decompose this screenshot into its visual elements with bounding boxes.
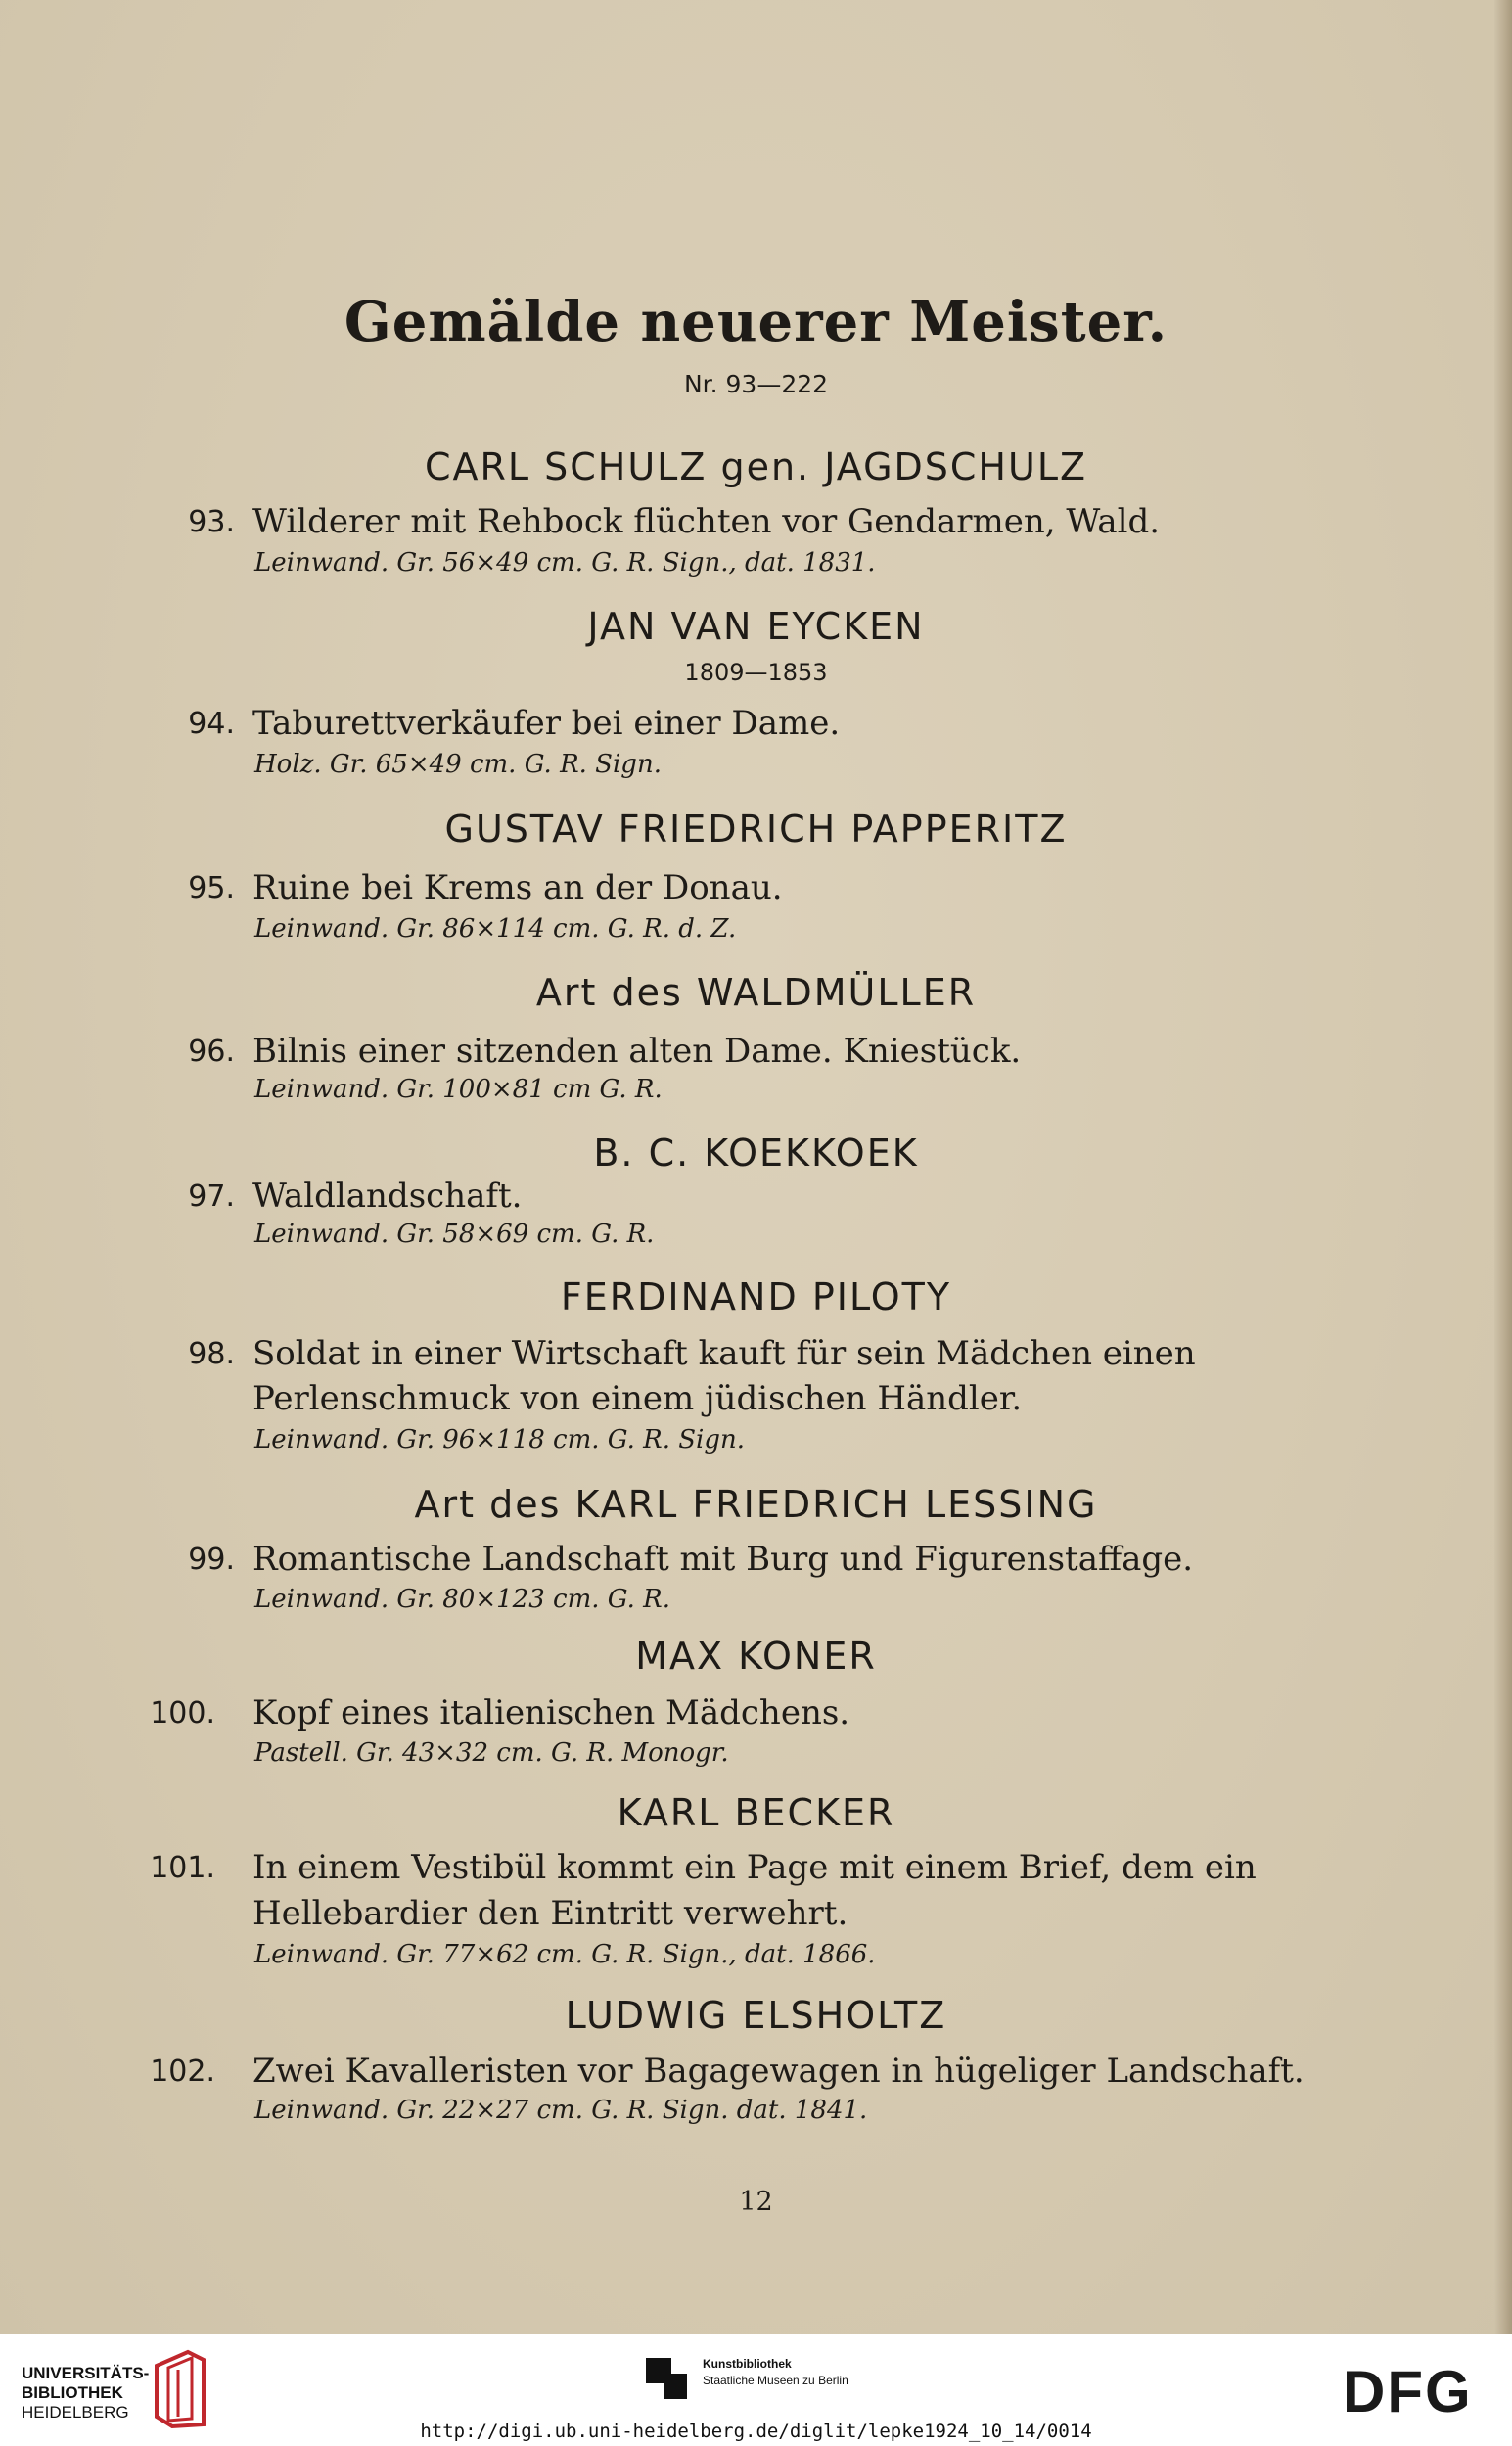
lot-number: 98. <box>188 1337 235 1371</box>
lot-number: 101. <box>150 1851 215 1885</box>
artist-heading: JAN VAN EYCKEN <box>587 605 925 648</box>
footer-bar <box>0 2334 1512 2446</box>
lot-number: 100. <box>150 1696 215 1731</box>
lot-title: Romantische Landschaft mit Burg und Figurenstaffage. <box>252 1540 1194 1579</box>
lot-number: 94. <box>188 707 235 741</box>
number-range: Nr. 93—222 <box>683 370 829 398</box>
dfg-logo: DFG <box>1343 2359 1473 2424</box>
lot-title: Taburettverkäufer bei einer Dame. <box>252 704 841 743</box>
lot-details: Leinwand. Gr. 56×49 cm. G. R. Sign., dat. 1831. <box>254 548 876 577</box>
lot-title: Ruine bei Krems an der Donau. <box>252 868 783 907</box>
lot-number: 95. <box>188 871 235 905</box>
lot-title-line: Soldat in einer Wirtschaft kauft für sein Mädchen einen <box>252 1334 1196 1373</box>
artist-heading: Art des KARL FRIEDRICH LESSING <box>414 1483 1098 1526</box>
lot-details: Leinwand. Gr. 22×27 cm. G. R. Sign. dat. 1841. <box>254 2096 868 2125</box>
lot-details: Leinwand. Gr. 96×118 cm. G. R. Sign. <box>254 1425 746 1454</box>
artist-heading: MAX KONER <box>635 1635 877 1678</box>
lot-details: Leinwand. Gr. 100×81 cm G. R. <box>254 1075 663 1104</box>
university-line: UNIVERSITÄTS- <box>22 2364 150 2382</box>
lot-title: Waldlandschaft. <box>252 1177 523 1216</box>
artist-heading: GUSTAV FRIEDRICH PAPPERITZ <box>444 808 1068 851</box>
kunstbibliothek-name <box>703 2356 848 2389</box>
lot-number: 93. <box>188 505 235 539</box>
artist-heading: B. C. KOEKKOEK <box>593 1131 919 1175</box>
lot-title-line: Perlenschmuck von einem jüdischen Händler. <box>252 1379 1023 1418</box>
university-line: HEIDELBERG <box>22 2403 129 2422</box>
lot-details: Leinwand. Gr. 86×114 cm. G. R. d. Z. <box>254 914 737 944</box>
lot-title: Bilnis einer sitzenden alten Dame. Kniestück. <box>252 1032 1022 1071</box>
page-number: 12 <box>739 2187 773 2217</box>
university-line: BIBLIOTHEK <box>22 2383 123 2402</box>
page-title: Gemälde neuerer Meister. <box>344 290 1168 354</box>
lot-number: 102. <box>150 2054 215 2089</box>
museum-line: Staatliche Museen zu Berlin <box>703 2374 848 2387</box>
university-logo-icon <box>149 2348 211 2430</box>
artist-heading: KARL BECKER <box>617 1791 895 1834</box>
artist-heading: LUDWIG ELSHOLTZ <box>565 1994 947 2037</box>
artist-heading: Art des WALDMÜLLER <box>535 971 977 1014</box>
lot-title-line: Hellebardier den Eintritt verwehrt. <box>252 1894 848 1933</box>
artist-heading: CARL SCHULZ gen. JAGDSCHULZ <box>424 445 1088 488</box>
lot-number: 99. <box>188 1543 235 1577</box>
museum-line: Kunstbibliothek <box>703 2357 792 2371</box>
lot-details: Pastell. Gr. 43×32 cm. G. R. Monogr. <box>254 1738 729 1768</box>
lot-details: Leinwand. Gr. 80×123 cm. G. R. <box>254 1585 670 1614</box>
lot-number: 96. <box>188 1035 235 1069</box>
artist-heading: FERDINAND PILOTY <box>560 1275 952 1318</box>
lot-details: Leinwand. Gr. 58×69 cm. G. R. <box>254 1220 655 1249</box>
lot-title: Wilderer mit Rehbock flüchten vor Gendarmen, Wald. <box>252 502 1161 541</box>
lot-details: Holz. Gr. 65×49 cm. G. R. Sign. <box>254 750 662 779</box>
lot-details: Leinwand. Gr. 77×62 cm. G. R. Sign., dat. 1866. <box>254 1940 876 1969</box>
source-url[interactable]: http://digi.ub.uni-heidelberg.de/diglit/lepke1924_10_14/0014 <box>420 2421 1092 2442</box>
artist-dates: 1809—1853 <box>684 659 828 686</box>
kunstbibliothek-logo-icon <box>644 2354 689 2403</box>
lot-title-line: In einem Vestibül kommt ein Page mit einem Brief, dem ein <box>252 1848 1257 1887</box>
lot-title: Kopf eines italienischen Mädchens. <box>252 1693 850 1732</box>
university-library-name <box>22 2364 149 2423</box>
lot-title: Zwei Kavalleristen vor Bagagewagen in hügeliger Landschaft. <box>252 2052 1305 2091</box>
lot-number: 97. <box>188 1179 235 1214</box>
